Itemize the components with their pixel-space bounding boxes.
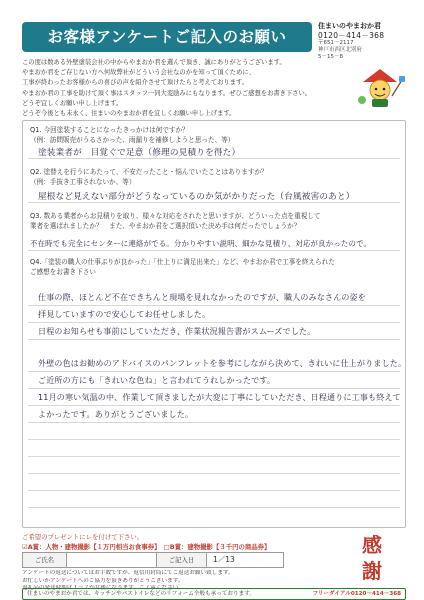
intro-line: どうぞ宜しくお願い申し上げます。 xyxy=(22,99,123,107)
page-title: お客様アンケートご記入のお願い xyxy=(22,22,312,52)
kansha-char-1: 感 xyxy=(362,533,382,557)
question-hint: （例：手抜き工事されないか、等） xyxy=(30,177,136,186)
company-city: 神戸市西区北別府 xyxy=(318,47,363,53)
note-line: アンケートの返送についてはお手数ですが、返信用封筒にてご返送お願い致します。 xyxy=(22,570,234,576)
intro-line: この度は数ある外壁塗装会社の中からやまおか君を選んで頂き、誠にありがとうございます。 xyxy=(22,59,286,66)
answer-divider xyxy=(28,439,400,440)
question-label: Q3. 数ある業者からお見積りを取り、様々な対応をされたと思いますが、どういった点を重視して xyxy=(30,212,321,220)
answer-divider xyxy=(28,473,400,474)
question-3 xyxy=(30,212,402,231)
date-label: ご記入日 xyxy=(157,553,207,567)
question-label: Q1. 今回塗装することになったきっかけは何ですか？ xyxy=(30,126,189,134)
answer-2: 屋根など見えない部分がどうなっているのか気がかりだった（台風被害のあと） xyxy=(38,192,355,202)
answer-divider xyxy=(28,339,400,340)
answer-4-line: ご近所の方にも「きれいな色ね」と言われてうれしかったです。 xyxy=(38,376,276,385)
kansha-calligraphy xyxy=(352,528,392,584)
answer-divider xyxy=(28,202,400,203)
question-hint: （例：訪問販売がうるさかった、雨漏りを補修しようと思った、等） xyxy=(30,135,235,144)
answer-4-line: 日程のお知らせも事前にしていただき、作業状況報告書がスムーズでした。 xyxy=(38,327,316,336)
company-name: 住まいのやまおか君 xyxy=(318,22,381,30)
question-4 xyxy=(30,258,402,277)
company-info xyxy=(318,22,420,61)
intro-text xyxy=(22,58,340,119)
answer-divider xyxy=(28,388,400,389)
intro-line: やまおか君をご存じない方へ何故弊社がどういう会社なのかを知って頂くために、 xyxy=(22,69,255,77)
footer-phone[interactable]: フリーダイアル0120－414－368 xyxy=(312,591,401,597)
question-label-2: 業者を選ばれましたか？ また、やまおか君をご選択頂いた決め手は何だったでしょうか？ xyxy=(30,221,301,230)
question-label-2: ご感想をお書き下さい xyxy=(30,267,96,276)
answer-3: 不在時でも完全にセンターに連絡がでる。分かりやすい説明、細かな見積り、対応が良かったので。 xyxy=(30,239,372,248)
answer-4-line: よかったです。ありがとうございました。 xyxy=(38,410,194,419)
kansha-char-2: 謝 xyxy=(362,559,382,583)
question-label: Q4.「塗装の職人の仕事ぶりが良かった」「仕上りに満足出来た」など、やまおか君で工事を終えられた xyxy=(30,258,335,266)
question-label: Q2. 塗替えを行うにあたって、不安だったこと・悩んでいたことはありますか？ xyxy=(30,168,268,176)
company-postal: 〒651－2117 xyxy=(318,40,354,47)
answer-divider xyxy=(28,371,400,372)
present-options[interactable]: ☑A賞：人物・建物撮影【１万円相当お食事券】 □B賞：建物撮影【３千円の商品券】 xyxy=(22,543,271,551)
name-date-form xyxy=(22,552,284,568)
mascot-character-icon xyxy=(354,66,406,110)
intro-line: どうぞ今後とも末永く、住まいのやまおか君を宜しくお願い申し上げます。 xyxy=(22,109,236,117)
question-2 xyxy=(30,168,402,187)
name-field[interactable] xyxy=(67,553,157,567)
answer-divider xyxy=(28,405,400,406)
date-field[interactable]: 1／13 xyxy=(213,555,235,564)
answer-divider xyxy=(28,250,400,251)
answer-divider xyxy=(28,158,400,159)
name-label: ご氏名 xyxy=(23,553,67,567)
answer-divider xyxy=(28,322,400,323)
note-line: 返礼品の発送時期は１～２か月後になります。ご了承ください。 xyxy=(22,585,184,592)
answer-4-line: 11月の寒い気温の中、作業して頂きましたが大変に丁寧にしていただき、日程通りに工事も終えて xyxy=(38,393,401,402)
company-address: 5－15－8 xyxy=(318,53,343,60)
question-1 xyxy=(30,126,402,145)
answer-4-line: 拝見していますので安心してお任せしました。 xyxy=(38,310,211,319)
answer-divider xyxy=(28,507,400,508)
answer-divider xyxy=(28,456,400,457)
intro-line: 工事が終わったお客様からの喜びの声を紹介させて頂けたらと考えております。 xyxy=(22,79,249,87)
answer-4-line: 外壁の色はお勧めのアドバイスのパンフレットを参考にしながら決めて、きれいに仕上がりました。 xyxy=(38,359,407,368)
answer-divider xyxy=(28,305,400,306)
company-tel: 0120－414－368 xyxy=(318,30,385,40)
answer-4-line: 仕事の際、ほとんど不在できちんと現場を見れなかったのですが、職人のみなさんの姿を xyxy=(38,293,366,302)
answer-divider xyxy=(28,490,400,491)
present-title: ご希望のプレゼントにレを付けて下さい。 xyxy=(22,533,144,541)
footer-banner xyxy=(22,588,406,600)
intro-line: やまおか君の工事を助けて頂く事はスタッフ一同大変励みにもなります。ぜひご感想をお書き下さい。 xyxy=(22,89,312,97)
answer-1: 塗装業者が 目覚ぐで足意（修理の見積りを得た） xyxy=(38,148,241,158)
answer-divider xyxy=(28,422,400,423)
footer-text: 住まいのやまおか君では、キッチンやバストイレなどのリフォーム全般も承っております。 xyxy=(27,591,255,597)
note-line: お忙しいかアンケートへのご協力を頂きありがとうございます。 xyxy=(22,577,184,584)
